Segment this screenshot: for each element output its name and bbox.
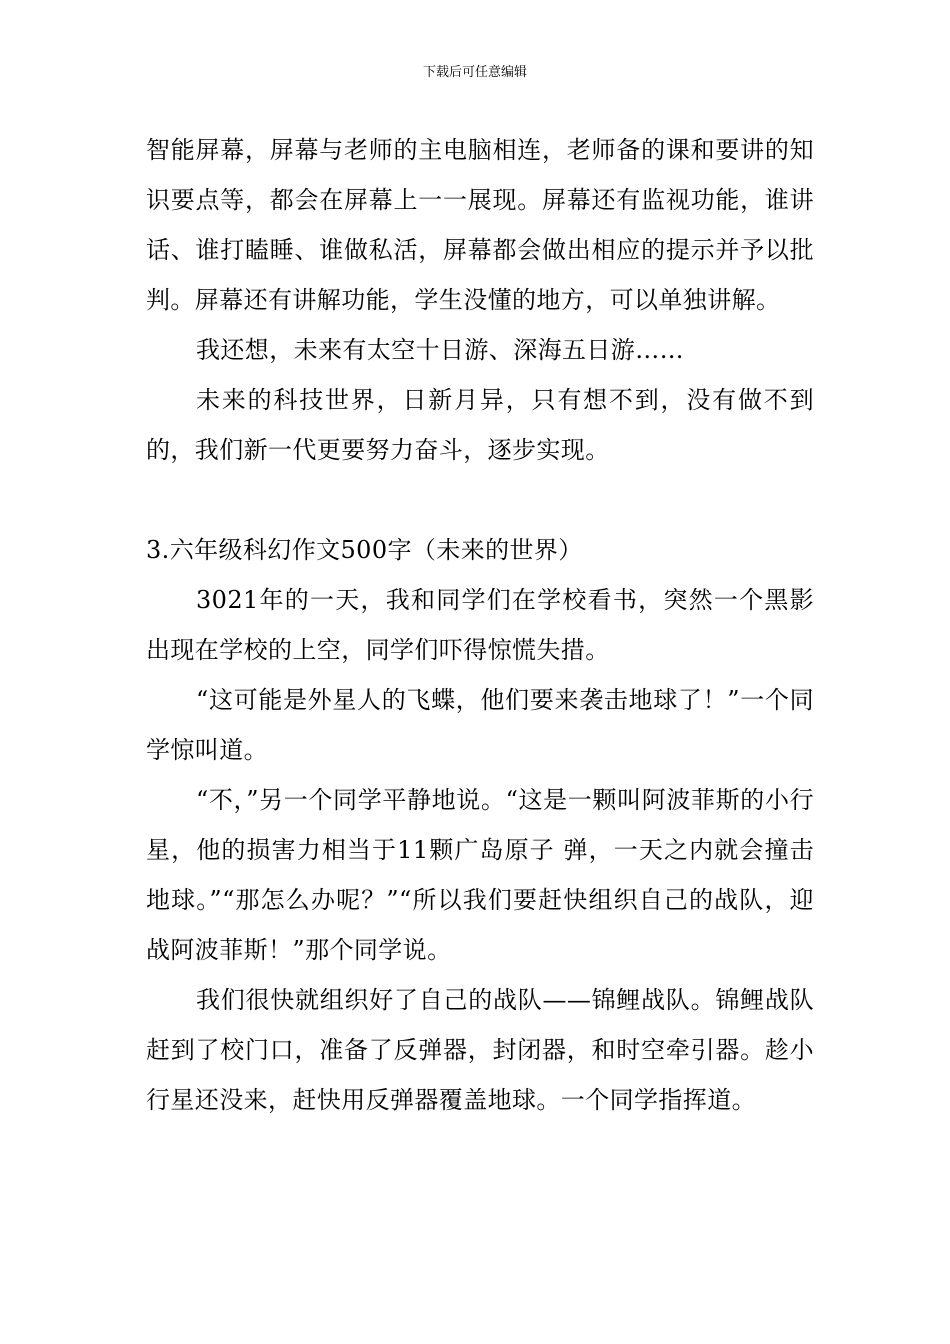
section-heading: 3.六年级科幻作文500字（未来的世界）: [146, 536, 583, 564]
paragraph-5: “这可能是外星人的飞蝶，他们要来袭击地球了！”一个同学惊叫道。: [146, 686, 814, 764]
paragraph-3: 未来的科技世界，日新月异，只有想不到，没有做不到的，我们新一代更要努力奋斗，逐步实现。: [146, 386, 814, 464]
document-body: [146, 125, 814, 1125]
paragraph-4: 3021年的一天，我和同学们在学校看书，突然一个黑影出现在学校的上空，同学们吓得惊慌失措。: [146, 586, 814, 664]
paragraph-2: 我还想，未来有太空十日游、深海五日游……: [196, 336, 684, 364]
paragraph-1: 智能屏幕，屏幕与老师的主电脑相连，老师备的课和要讲的知识要点等，都会在屏幕上一一展现。屏幕还有监视功能，谁讲话、谁打瞌睡、谁做私活，屏幕都会做出相应的提示并予以批判。屏幕还有讲解功能，学生没懂的地方，可以单独讲解。: [146, 136, 814, 314]
page-header-note: 下载后可任意编辑: [422, 65, 527, 80]
blank-line: [146, 475, 814, 525]
paragraph-7: 我们很快就组织好了自己的战队——锦鲤战队。锦鲤战队赶到了校门口，准备了反弹器，封闭器，和时空牵引器。趁小行星还没来，赶快用反弹器覆盖地球。一个同学指挥道。: [146, 986, 814, 1114]
paragraph-6: “不，”另一个同学平静地说。“这是一颗叫阿波菲斯的小行星，他的损害力相当于11颗广岛原子 弹，一天之内就会撞击地球。”“那怎么办呢？”“所以我们要赶快组织自己的战队，迎战阿波菲斯！”那个同学说。: [146, 786, 814, 964]
